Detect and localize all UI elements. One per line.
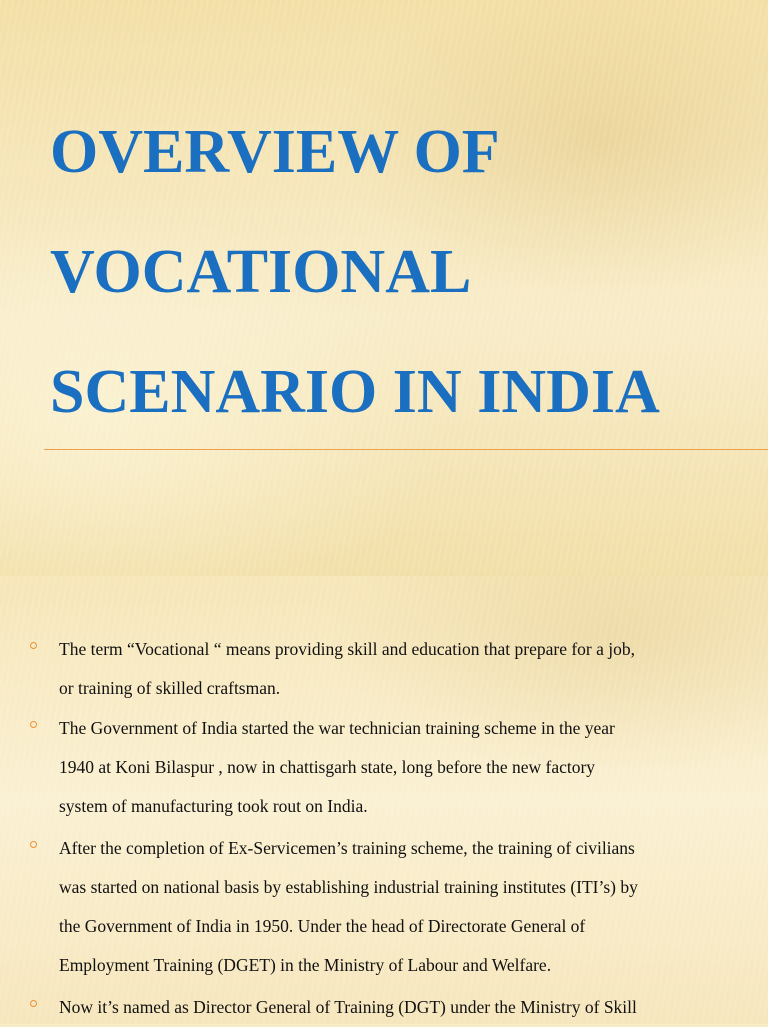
bullet-text-line: The term “Vocational “ means providing skill and education that prepare for a job, bbox=[59, 639, 636, 659]
bullet-text-line: Employment Training (DGET) in the Ministry of Labour and Welfare. bbox=[59, 955, 552, 975]
bullet-text-line: After the completion of Ex-Servicemen’s training scheme, the training of civilians bbox=[59, 838, 635, 858]
bullet-text-line: system of manufacturing took rout on India. bbox=[59, 796, 368, 816]
title-divider bbox=[44, 449, 768, 450]
bullet-text-line: Now it’s named as Director General of Training (DGT) under the Ministry of Skill bbox=[59, 997, 637, 1017]
bullet-circle-icon bbox=[30, 841, 37, 848]
bullet-circle-icon bbox=[30, 721, 37, 728]
bullet-text-line: was started on national basis by establishing industrial training institutes (ITI’s) by bbox=[59, 877, 638, 897]
bullet-item bbox=[0, 709, 768, 826]
bullet-item bbox=[0, 988, 768, 1027]
bullet-item bbox=[0, 630, 768, 708]
title-line-3: SCENARIO IN INDIA bbox=[50, 358, 660, 426]
bullet-text-line: or training of skilled craftsman. bbox=[59, 678, 281, 698]
title-line-2: VOCATIONAL bbox=[50, 238, 472, 306]
bullet-text-line: The Government of India started the war technician training scheme in the year bbox=[59, 718, 615, 738]
bullet-item bbox=[0, 829, 768, 985]
bullet-text-line: 1940 at Koni Bilaspur , now in chattisgarh state, long before the new factory bbox=[59, 757, 596, 777]
bullet-text-line: the Government of India in 1950. Under the head of Directorate General of bbox=[59, 916, 586, 936]
bullet-list bbox=[0, 632, 768, 1027]
bullet-circle-icon bbox=[30, 1000, 37, 1007]
title-line-1: OVERVIEW OF bbox=[50, 118, 500, 186]
slide-title bbox=[50, 92, 750, 452]
bullet-circle-icon bbox=[30, 642, 37, 649]
